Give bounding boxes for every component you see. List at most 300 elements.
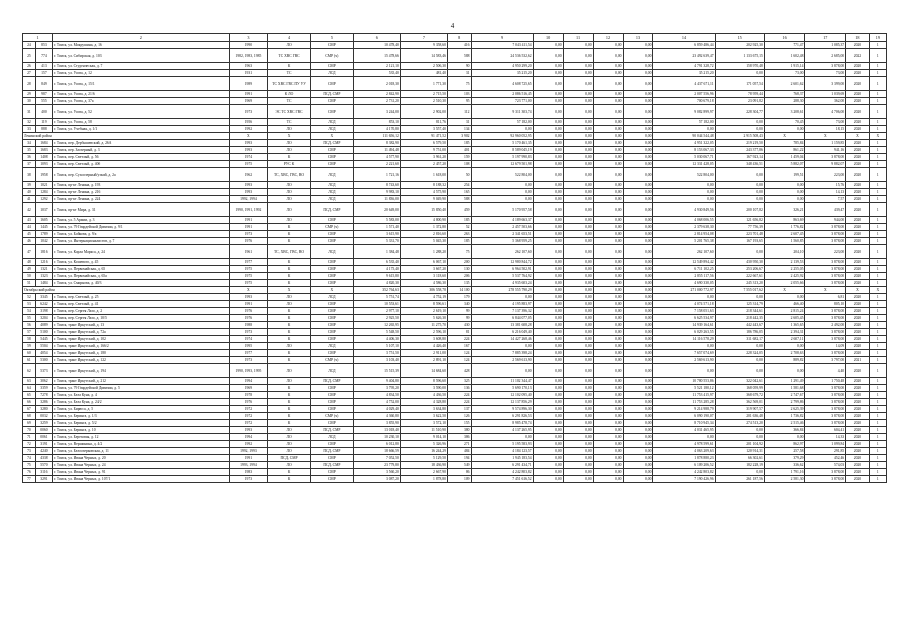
table-cell: 3 878,00 — [805, 399, 846, 406]
table-cell: 1992 — [229, 441, 268, 448]
table-cell: 2020 — [846, 448, 870, 455]
table-row — [23, 154, 887, 161]
column-number: 10 — [533, 34, 563, 42]
table-row — [23, 336, 887, 343]
table-cell: 24 — [23, 42, 36, 49]
table-cell: 0,00 — [593, 427, 623, 434]
table-cell: 4 184 123,57 — [471, 448, 533, 455]
table-cell: 0,00 — [623, 434, 653, 441]
table-cell: ЛО — [268, 147, 311, 154]
table-cell: 0,00 — [563, 273, 593, 280]
table-cell: 0,00 — [623, 63, 653, 70]
table-cell: 0,00 — [563, 133, 593, 140]
table-row — [23, 329, 887, 336]
table-cell: 2020 — [846, 469, 870, 476]
table-cell: 0,00 — [593, 350, 623, 357]
table-cell: СМР — [310, 147, 353, 154]
table-cell: 48 — [23, 259, 36, 266]
table-cell: 12 980 844,72 — [471, 259, 533, 266]
table-cell: ЛСД — [310, 168, 353, 182]
table-cell: 849 — [35, 77, 52, 91]
table-cell: 0,00 — [623, 385, 653, 392]
table-cell: 0,00 — [623, 315, 653, 322]
table-cell: 2 625,39 — [764, 406, 805, 413]
table-cell: 15 478,66 — [353, 49, 400, 63]
table-cell: 362 569,01 — [715, 399, 764, 406]
table-cell: ПСД, СМР — [310, 448, 353, 455]
table-cell: 0,00 — [764, 126, 805, 133]
table-cell: 4 978 599,61 — [653, 441, 715, 448]
table-cell: 5 195 583,93 — [471, 441, 533, 448]
table-cell: 1 — [869, 399, 886, 406]
table-cell: К — [268, 280, 311, 287]
table-cell: 1976 — [229, 399, 268, 406]
table-cell: 2 425,92 — [764, 273, 805, 280]
address-cell: г. Томск, ул. Ивана Черных, д. 24 — [52, 462, 229, 469]
table-cell: 588 — [447, 196, 471, 203]
table-cell: 1 — [869, 168, 886, 182]
table-cell: 4 800,90 — [400, 217, 447, 224]
table-cell: 2 341 653,51 — [471, 231, 533, 238]
table-cell: К — [268, 357, 311, 364]
table-cell: 5100 — [35, 329, 52, 336]
table-cell: 69 — [23, 420, 36, 427]
table-cell: 12 137 856,29 — [471, 399, 533, 406]
table-cell: 1093 — [35, 161, 52, 168]
table-cell: 1 — [869, 259, 886, 266]
table-cell: 14 100 — [447, 287, 471, 294]
table-cell: 75 — [23, 462, 36, 469]
table-cell: 50 — [23, 273, 36, 280]
table-cell: 0,00 — [533, 266, 563, 273]
table-cell: 41 — [23, 196, 36, 203]
table-cell: 90 044 544,48 — [653, 133, 715, 140]
table-cell: 73,00 — [764, 70, 805, 77]
table-cell: 157 — [35, 70, 52, 77]
table-cell: 1978 — [229, 392, 268, 399]
table-cell: 0,00 — [471, 182, 533, 189]
table-cell: 413 — [35, 63, 52, 70]
table-cell: 0,00 — [533, 133, 563, 140]
table-cell: 65 — [23, 392, 36, 399]
table-cell: 7 657 074,69 — [653, 350, 715, 357]
table-cell: 555 — [35, 98, 52, 105]
table-cell: X — [869, 287, 886, 294]
table-cell: 522 804,00 — [653, 168, 715, 182]
table-cell: 5 170 957,58 — [471, 203, 533, 217]
table-cell: 8 710 945,34 — [653, 420, 715, 427]
table-cell: 1 — [869, 329, 886, 336]
table-cell: 1992, 1994 — [229, 196, 268, 203]
table-cell: 50 — [447, 168, 471, 182]
table-cell: 0,00 — [563, 42, 593, 49]
table-cell: 0,00 — [593, 273, 623, 280]
table-cell: 1 — [869, 98, 886, 105]
table-cell: 2 855 117,56 — [653, 273, 715, 280]
table-cell: 73,00 — [805, 119, 846, 126]
table-cell: 400 — [35, 105, 52, 119]
table-row — [23, 231, 887, 238]
table-cell: СМР — [310, 231, 353, 238]
table-cell: 1 — [869, 105, 886, 119]
table-cell: 1977 — [229, 350, 268, 357]
table-cell: 124 — [447, 357, 471, 364]
table-cell: 5570 — [35, 462, 52, 469]
table-cell: 2 667,90 — [400, 469, 447, 476]
table-cell: ЛО — [268, 427, 311, 434]
table-cell: 8 596,61 — [400, 301, 447, 308]
table-cell: 7 043 411,54 — [471, 42, 533, 49]
table-cell: 254 — [447, 182, 471, 189]
table-cell: 8 596,60 — [400, 378, 447, 385]
table-cell: 5 326,96 — [400, 441, 447, 448]
table-cell: 15 850,40 — [400, 203, 447, 217]
table-cell: 10 230,10 — [353, 434, 400, 441]
table-cell: 1 — [869, 385, 886, 392]
table-cell: 0,00 — [623, 378, 653, 385]
table-cell: 1 — [869, 189, 886, 196]
table-cell: 1 133 675,15 — [715, 49, 764, 63]
table-cell: 5 690 170,13 — [471, 385, 533, 392]
table-cell: 167 193,65 — [715, 238, 764, 245]
address-cell: г. Томск, ул. 5 Армии, д. 3 — [52, 217, 229, 224]
table-cell: 0,00 — [563, 476, 593, 483]
table-cell: 0,00 — [533, 427, 563, 434]
table-cell: 57 182,00 — [471, 119, 533, 126]
column-number: 15 — [715, 34, 764, 42]
table-cell: 0,00 — [533, 182, 563, 189]
table-cell: 862,97 — [764, 441, 805, 448]
table-cell: 31 — [23, 105, 36, 119]
table-cell: 2 457 503,66 — [471, 224, 533, 231]
register-body — [23, 34, 887, 483]
table-cell: 3 590,00 — [400, 385, 447, 392]
table-cell: 3 878,00 — [805, 329, 846, 336]
table-cell: 0,00 — [593, 406, 623, 413]
table-cell: 0,00 — [764, 434, 805, 441]
column-number: 18 — [846, 34, 870, 42]
table-cell: 76 — [23, 469, 36, 476]
table-cell: 2 685,00 — [805, 49, 846, 63]
table-cell: 2 605,45 — [764, 315, 805, 322]
table-cell: 1931 — [229, 70, 268, 77]
table-cell: 46 — [23, 238, 36, 245]
table-cell: 0,00 — [653, 182, 715, 189]
table-cell: 0,00 — [623, 448, 653, 455]
table-cell: СМР — [310, 301, 353, 308]
table-cell: 167 923,14 — [715, 154, 764, 161]
table-cell: 2 619,10 — [400, 308, 447, 315]
table-cell: 1 571,40 — [353, 224, 400, 231]
address-cell: г. Томск, пер. Сухоозерный/узкий, д. 2а — [52, 168, 229, 182]
address-cell: г. Томск, ул. 79 Гвардейской Дивизии, д. 9/1 — [52, 224, 229, 231]
table-cell: 0,00 — [563, 147, 593, 154]
table-cell: 0,00 — [653, 196, 715, 203]
table-cell: 137 — [447, 406, 471, 413]
table-cell: 1988 — [229, 322, 268, 329]
table-cell: 2020 — [846, 217, 870, 224]
address-cell: г. Томск, пер. Заозерный, д. 3 — [52, 147, 229, 154]
table-cell: 0,00 — [593, 462, 623, 469]
table-cell: 55 — [23, 315, 36, 322]
address-cell: г. Томск, ул. Ивана Черных, д. 20 — [52, 455, 229, 462]
table-cell: 1 085,37 — [805, 42, 846, 49]
table-cell: 2020 — [846, 294, 870, 301]
column-number: 19 — [869, 34, 886, 42]
address-cell: г. Томск, ул. Сибирская, д. 103 — [52, 49, 229, 63]
table-cell: ЛО — [268, 42, 311, 49]
table-cell: 111 656,12 — [353, 133, 400, 140]
table-cell: 1 — [869, 378, 886, 385]
table-cell: 0,00 — [533, 322, 563, 329]
table-cell: 222 667,61 — [715, 273, 764, 280]
table-cell: 2 925,50 — [353, 315, 400, 322]
table-cell: 167 — [447, 343, 471, 350]
table-cell: 0060 — [35, 427, 52, 434]
table-cell: 0,00 — [623, 329, 653, 336]
table-cell: 0,00 — [533, 105, 563, 119]
table-cell: 77 — [23, 476, 36, 483]
table-cell: 1 — [869, 357, 886, 364]
table-cell: 95 — [447, 98, 471, 105]
table-cell: 1 791,16 — [764, 469, 805, 476]
table-cell: 71 — [23, 434, 36, 441]
table-cell: 12 102 095,40 — [471, 392, 533, 399]
table-cell: 0,00 — [533, 406, 563, 413]
address-cell: г. Томск, тракт Иркутский, д. 72а — [52, 329, 229, 336]
table-cell: 1 — [869, 203, 886, 217]
table-cell: 10 780 553,86 — [653, 378, 715, 385]
table-cell: 1 — [869, 77, 886, 91]
table-cell: СМР (ч) — [310, 413, 353, 420]
table-cell: ЛО — [268, 196, 311, 203]
table-cell: 1972 — [229, 413, 268, 420]
table-cell: 0,00 — [563, 378, 593, 385]
table-cell: 1972 — [229, 420, 268, 427]
table-cell: 0,00 — [715, 357, 764, 364]
table-cell: 2020 — [846, 364, 870, 378]
table-row — [23, 77, 887, 91]
table-cell: 0,00 — [533, 168, 563, 182]
table-cell: 0,00 — [533, 161, 563, 168]
address-cell: г. Томск, тракт Иркутский, д. 194 — [52, 364, 229, 378]
table-cell: 2020 — [846, 238, 870, 245]
table-cell: 1 — [869, 161, 886, 168]
table-cell: 14,13 — [805, 189, 846, 196]
table-cell: 0,00 — [593, 434, 623, 441]
table-cell: 0,00 — [593, 91, 623, 98]
table-row — [23, 280, 887, 287]
table-cell: 5 170 461,35 — [471, 140, 533, 147]
table-cell: 1 878 880,23 — [653, 455, 715, 462]
table-cell: СМР — [310, 266, 353, 273]
table-cell: 1 — [869, 70, 886, 77]
table-cell: 3 878,00 — [805, 266, 846, 273]
table-cell: 5 882,07 — [764, 161, 805, 168]
table-cell: 0,00 — [623, 154, 653, 161]
table-cell: 0,00 — [593, 448, 623, 455]
table-cell: 4 189 663,37 — [471, 217, 533, 224]
table-cell: 3 878,00 — [805, 280, 846, 287]
table-cell: 0,00 — [764, 196, 805, 203]
table-cell: 6 964 502,91 — [471, 266, 533, 273]
table-cell: ПСД, СМР — [268, 455, 311, 462]
table-row — [23, 119, 887, 126]
table-cell: 3 878,00 — [805, 231, 846, 238]
table-cell: 2 007 556,96 — [653, 91, 715, 98]
table-cell: 223,00 — [805, 245, 846, 259]
table-cell: 224 — [447, 336, 471, 343]
table-cell: 0,00 — [623, 441, 653, 448]
table-cell: 5445 — [35, 336, 52, 343]
table-cell: 0,00 — [533, 77, 563, 91]
table-cell: 325 — [447, 378, 471, 385]
table-cell: 0,00 — [623, 259, 653, 266]
column-number: 16 — [764, 34, 805, 42]
table-cell: 3 557,40 — [400, 126, 447, 133]
table-cell: 2020 — [846, 392, 870, 399]
table-cell: 2020 — [846, 91, 870, 98]
table-cell: 0,00 — [533, 126, 563, 133]
table-cell: ТС — [268, 119, 311, 126]
table-cell: 853 — [35, 42, 52, 49]
table-cell: 1 — [869, 315, 886, 322]
table-cell: К — [268, 476, 311, 483]
table-cell: 200 — [447, 259, 471, 266]
table-cell: 0,00 — [533, 91, 563, 98]
table-cell: К — [268, 63, 311, 70]
table-cell: 0,00 — [533, 420, 563, 427]
table-cell: ТС — [268, 98, 311, 105]
table-cell: 201 104,92 — [715, 441, 764, 448]
table-cell: 1975 — [229, 161, 268, 168]
table-cell: 18 666,59 — [353, 448, 400, 455]
table-cell: 0,00 — [623, 189, 653, 196]
table-cell: 6242 — [35, 301, 52, 308]
table-cell: К — [268, 266, 311, 273]
table-cell: 201 636,48 — [715, 413, 764, 420]
table-cell: 0,00 — [471, 364, 533, 378]
table-cell: 18,15 — [805, 126, 846, 133]
table-cell: 11 836,00 — [353, 196, 400, 203]
address-cell: г. Томск, пер. Сергея Лазо, д. 2 — [52, 308, 229, 315]
table-row — [23, 49, 887, 63]
table-cell: 0,00 — [563, 385, 593, 392]
table-cell: 257,58 — [764, 448, 805, 455]
table-cell: 0,00 — [533, 350, 563, 357]
table-row — [23, 126, 887, 133]
table-cell: 1484 — [35, 280, 52, 287]
column-number: 8 — [447, 34, 471, 42]
table-cell: 3 878,00 — [805, 154, 846, 161]
address-cell: г. Томск, пер. Светлый, д. 25 — [52, 294, 229, 301]
table-cell: 6 291 826,53 — [471, 413, 533, 420]
table-cell: 4 586,30 — [400, 280, 447, 287]
table-cell: ПСД, СМР — [310, 378, 353, 385]
table-cell: 14 116 578,29 — [653, 336, 715, 343]
table-cell: 0,00 — [623, 140, 653, 147]
table-cell: 2 492,00 — [805, 322, 846, 329]
table-cell: 0,00 — [593, 140, 623, 147]
table-cell: 8 382,90 — [353, 140, 400, 147]
table-cell: 0,00 — [715, 126, 764, 133]
table-cell: 2 911,00 — [400, 350, 447, 357]
table-cell: 0,00 — [623, 217, 653, 224]
table-cell: 1972 — [229, 406, 268, 413]
table-cell: 0,00 — [593, 280, 623, 287]
table-row — [23, 168, 887, 182]
table-cell: 224 — [447, 392, 471, 399]
table-cell: 987 — [35, 91, 52, 98]
table-cell: СМР — [310, 238, 353, 245]
table-cell: 13 381 608,28 — [471, 322, 533, 329]
table-cell: 0,00 — [715, 245, 764, 259]
table-cell: 3 878,00 — [805, 308, 846, 315]
table-cell: 1 384,48 — [353, 245, 400, 259]
table-cell: 0,00 — [563, 294, 593, 301]
table-cell: 4 752,00 — [353, 399, 400, 406]
table-cell: 68 — [23, 413, 36, 420]
table-cell: 1037 — [35, 203, 52, 217]
table-cell: 2020 — [846, 322, 870, 329]
table-cell: 52 — [23, 294, 36, 301]
table-cell: 0,00 — [563, 315, 593, 322]
table-cell: 77 756,39 — [715, 224, 764, 231]
table-row — [23, 469, 887, 476]
table-cell: СМР — [310, 406, 353, 413]
table-cell: 1992 — [229, 126, 268, 133]
table-cell: 0,00 — [593, 245, 623, 259]
table-cell: 0,00 — [533, 70, 563, 77]
table-cell: 165 — [447, 189, 471, 196]
table-cell: 1 — [869, 301, 886, 308]
table-cell: 120 914,31 — [715, 448, 764, 455]
table-cell: 0,00 — [593, 259, 623, 266]
table-cell: 4 950 299,20 — [471, 63, 533, 70]
table-cell: 3204 — [35, 315, 52, 322]
table-cell: 0,00 — [623, 147, 653, 154]
table-cell: 2020 — [846, 126, 870, 133]
table-cell: 2 799,86 — [764, 399, 805, 406]
table-cell: 3 878,00 — [805, 315, 846, 322]
table-cell: 2 607,45 — [764, 231, 805, 238]
table-cell: 0,00 — [593, 203, 623, 217]
table-row — [23, 462, 887, 469]
table-cell: 2020 — [846, 420, 870, 427]
table-cell: 0,00 — [533, 315, 563, 322]
table-cell: 0,00 — [623, 133, 653, 140]
table-cell: 4240 — [35, 448, 52, 455]
table-cell: 274 513,20 — [715, 420, 764, 427]
table-cell: 70 — [23, 427, 36, 434]
table-cell: 1975 — [229, 266, 268, 273]
table-row — [23, 322, 887, 329]
table-cell: 811,76 — [400, 119, 447, 126]
table-row — [23, 266, 887, 273]
table-cell: СМР — [310, 42, 353, 49]
table-cell: 159 — [447, 154, 471, 161]
table-cell: 0,00 — [563, 140, 593, 147]
address-cell: г. Томск, ул. Усова, д. 15/1 — [52, 77, 229, 91]
table-cell: 2021 — [846, 357, 870, 364]
table-cell: 155 — [447, 420, 471, 427]
table-cell: 1408 — [35, 154, 52, 161]
table-cell: 0,00 — [471, 189, 533, 196]
table-row — [23, 406, 887, 413]
table-cell: 0,00 — [623, 294, 653, 301]
table-cell: 219 219,50 — [715, 140, 764, 147]
table-cell: 0,00 — [653, 294, 715, 301]
